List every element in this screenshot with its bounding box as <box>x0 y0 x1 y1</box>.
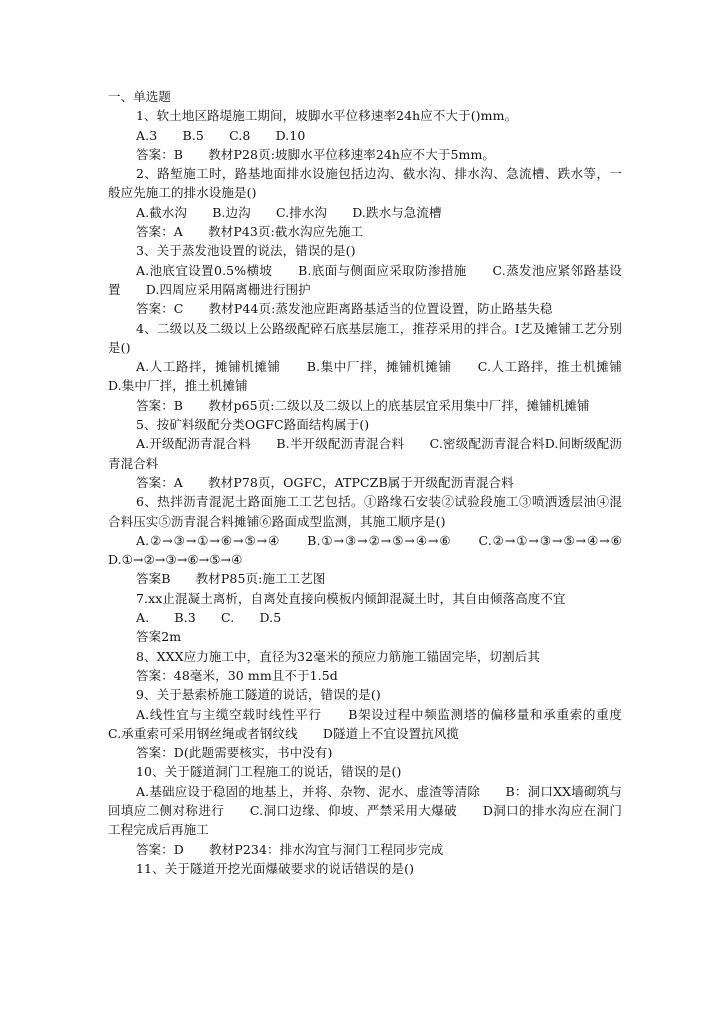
text-paragraph: A.3 B.5 C.8 D.10 <box>136 127 306 143</box>
text-paragraph: A.开级配沥青混合料 B.半开级配沥青混合料 C.密级配沥青混合料D.间断级配沥青混合料 <box>108 436 622 471</box>
text-paragraph: 10、关于隧道洞门工程施工的说话，错误的是() <box>136 764 402 780</box>
text-paragraph: 7.xx止混凝土离析，自离处直接向模板内倾卸混凝土时，其自由倾落高度不宜 <box>136 590 566 606</box>
text-paragraph: 答案：D 教材P234：排水沟宜与洞门工程同步完成 <box>136 841 444 857</box>
text-paragraph: A.池底宜设置0.5%横坡 B.底面与侧面应采取防渗措施 C.蒸发池应紧邻路基设置 D.四周应采用隔离栅进行围护 <box>108 262 622 297</box>
text-paragraph: A. B.3 C. D.5 <box>136 610 282 626</box>
text-paragraph: A.人工路拌，摊铺机摊铺 B.集中厂拌，摊铺机摊铺 C.人工路拌，推土机摊铺 D.集中厂拌，推土机摊铺 <box>108 359 648 394</box>
text-paragraph: 答案：A 教材P78页，OGFC，ATPCZB属于开级配沥青混合料 <box>136 474 514 490</box>
text-paragraph: 5、按矿料级配分类OGFC路面结构属于() <box>136 417 370 433</box>
text-paragraph: 答案：B 教材P28页:坡脚水平位移速率24h应不大于5mm。 <box>136 146 496 162</box>
text-paragraph: 11、关于隧道开挖光面爆破要求的说话错误的是() <box>136 860 415 876</box>
text-paragraph: A.②→③→①→⑥→⑤→④ B.①→③→②→⑤→④→⑥ C.②→①→③→⑤→④→⑥ D.①→②→③→⑥→⑤→④ <box>108 532 648 568</box>
text-paragraph: 8、XXX应力施工中，直径为32毫米的预应力筋施工锚固完毕，切割后其 <box>136 648 540 664</box>
text-paragraph: 1、软土地区路堤施工期间，坡脚水平位移速率24h应不大于()mm。 <box>136 108 518 124</box>
text-paragraph: 3、关于蒸发池设置的说法，错误的是() <box>136 243 356 259</box>
text-paragraph: 2、路堑施工时，路基地面排水设施包括边沟、截水沟、排水沟、急流槽、跌水等，一般应先施工的排水设施是() <box>108 166 622 201</box>
text-paragraph: A.线性宜与主缆空载时线性平行 B架设过程中频监测塔的偏移量和承重索的重度 C.承重索可采用钢丝绳或者钢纹线 D隧道上不宜设置抗风揽 <box>108 706 648 741</box>
text-paragraph: A.截水沟 B.边沟 C.排水沟 D.跌水与急流槽 <box>136 204 442 220</box>
text-paragraph: 答案：D(此题需要核实，书中没有) <box>136 745 333 761</box>
text-paragraph: 答案2m <box>136 629 182 645</box>
text-paragraph: 9、关于悬索桥施工隧道的说话，错误的是() <box>136 687 381 703</box>
text-paragraph: A.基础应设于稳固的地基上，并将、杂物、泥水、虚渣等清除 B：洞口XX墙砌筑与回填应二侧对称进行 C.洞口边缘、仰坡、严禁采用大爆破 D洞口的排水沟应在洞门工程完成后再施工 <box>108 783 622 838</box>
text-paragraph: 答案B 教材P85页:施工工艺图 <box>136 571 326 587</box>
text-paragraph: 6、热拌沥青混泥土路面施工工艺包括。①路缘石安装②试验段施工③喷洒透层油④混合料压实⑤沥青混合料摊铺⑥路面成型监测，其施工顺序是() <box>108 494 622 529</box>
text-paragraph: 答案：48毫米，30 mm且不于1.5d <box>136 667 338 683</box>
text-paragraph: 答案：A 教材P43页:截水沟应先施工 <box>136 224 364 240</box>
document-body <box>108 87 648 878</box>
text-paragraph: 4、二级以及二级以上公路级配碎石底基层施工，推荐采用的拌合。I艺及摊铺工艺分别是() <box>108 320 622 355</box>
text-paragraph: 答案：C 教材P44页:蒸发池应距离路基适当的位置设置，防止路基失稳 <box>136 301 553 317</box>
text-paragraph: 答案：B 教材p65页:二级以及二级以上的底基层宜采用集中厂拌，摊铺机摊铺 <box>136 397 590 413</box>
section-heading: 一、单选题 <box>108 89 172 104</box>
